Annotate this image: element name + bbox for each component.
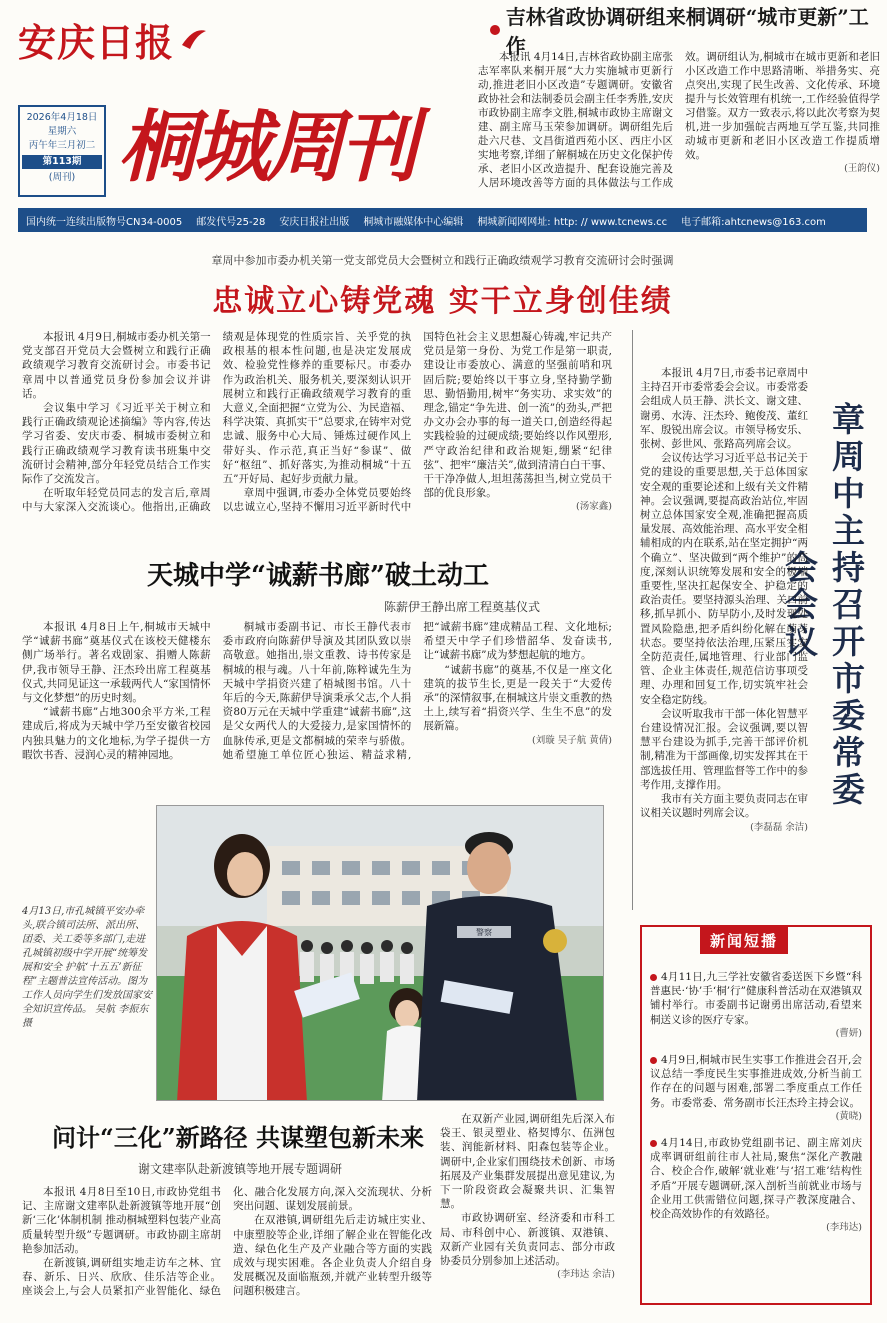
top-article-headline-row <box>490 5 880 58</box>
news-photo <box>156 805 604 1101</box>
side-paragraph: 我市有关方面主要负责同志在审议相关议题时列席会议。 <box>640 793 808 820</box>
middle-paragraph: “诚薪书廊”占地300余平方米,工程建成后,将成为天城中学乃至安徽省校园内独具魅力的文化地标,为学子提供一方暇饮书香、浸润心灵的精神园地。 <box>22 706 211 761</box>
top-article-byline: (王韵仪) <box>844 163 880 174</box>
brief-item <box>650 970 862 1041</box>
paper-name-text: 安庆日报 <box>18 19 175 65</box>
brief-text: 4月14日,市政协党组副书记、副主席刘庆成率调研组前往市人社局,聚焦“深化产教融合、校企合作,破解‘就业难’与‘招工难’结构性矛盾”开展专题调研,深入剖析当前就业市场与企业用工供需错位问题,探寻产教深度融合、校企高效协作的有效路径。 <box>650 1137 862 1221</box>
brief-item <box>650 1136 862 1235</box>
vest-text: SEASON <box>223 1049 261 1059</box>
logo-swoosh-icon <box>180 25 208 53</box>
bullet-icon <box>490 25 500 35</box>
bottom-byline: (李玮达 余洁) <box>557 1269 615 1281</box>
bottom-article-body-left <box>22 1185 432 1313</box>
middle-byline: (刘璇 吴子航 黄倩) <box>532 734 612 746</box>
info-postal: 邮发代号25-28 <box>196 216 266 228</box>
middle-article-body <box>22 620 612 798</box>
lead-paragraph: 会议集中学习《习近平关于树立和践行正确政绩观论述摘编》等内容,传达学习省委、安庆市委、桐城市委树立和践行正确政绩观学习教育读书班集中交流研讨会精神,部分年轻党员结合工作实际作了交流发言。 <box>22 402 211 486</box>
brief-text: 4月9日,桐城市民生实事工作推进会召开,会议总结一季度民生实事推进成效,分析当前工作存在的问题与困难,部署二季度重点工作任务。市委常委、常务副市长汪杰玲主持会议。 <box>650 1054 862 1109</box>
side-paragraph: 会议听取我市干部一体化智慧平台建设情况汇报。会议强调,要以智慧平台建设为抓手,完善干部评价机制,精准为干部画像,切实发挥其在干部选拔任用、管理监督等工作中的参考作用,支撑作用。 <box>640 707 808 791</box>
bullet-icon <box>650 1057 657 1064</box>
weekly-title: 桐城周刊 <box>118 102 415 193</box>
middle-paragraph: 桐城市委副书记、市长王静代表市委市政府向陈薪伊导演及其团队致以崇高敬意。她指出,崇文重教、诗书传家是桐城的根与魂。八十年前,陈粹诚先生为天城中学捐资兴建了梧城图书馆。八十年后的今天,陈薪伊导演秉承父志,个人捐资80万元在天城中学重建“诚薪书廊”,这是父女两代人的大爱接力,是家国情怀的血脉传承,更是文都桐城的荣幸与骄傲。她希望施工单位匠心独运、精益求精,把“诚薪书廊”建成精品工程、文化地标;希望天中学子们珍惜韶华、发奋读书,让“诚薪书廊”成为梦想起航的地方。 <box>222 621 612 761</box>
bottom-paragraph: 在双港镇,调研组先后走访城庄实业、中康塑胶等企业,详细了解企业在智能化改造、绿色化生产及产业融合等方面的实践成效与现实困难。各企业负责人介绍自身发展概况及面临瓶颈,并就产业转型升级等问题积极建言。 <box>233 1214 432 1298</box>
side-article-body <box>640 366 808 956</box>
date: 2026年4月18日 <box>26 112 98 123</box>
bottom-article-body-right <box>440 1112 615 1312</box>
bottom-paragraph: 市政协调研室、经济委和市科工局、市科创中心、新渡镇、双港镇、双新产业园有关负责同志、部分市政协委员分别参加上述活动。 <box>440 1212 615 1268</box>
brief-text: 4月11日,九三学社安徽省委送医下乡暨“科普惠民·‘协’手‘桐’行”健康科普活动在双港镇双铺村举行。市委副书记谢勇出席活动,看望来桐送义诊的医疗专家。 <box>650 971 862 1026</box>
info-publisher: 安庆日报社出版 <box>279 216 350 228</box>
police-badge-text: 警察 <box>476 928 492 937</box>
bullet-icon <box>650 1140 657 1147</box>
middle-headline: 天城中学“诚薪书廊”破土动工 <box>147 561 489 591</box>
brief-byline: (曹妍) <box>835 1027 862 1039</box>
info-email: 电子邮箱:ahtcnews@163.com <box>681 216 826 228</box>
paper-name <box>18 10 218 68</box>
issue-number: 第113期 <box>22 155 102 169</box>
info-website: 桐城新闻网网址: http: // www.tcnews.cc <box>477 216 668 228</box>
info-bar <box>18 208 867 232</box>
info-cn: 国内统一连续出版物号CN34-0005 <box>26 216 183 228</box>
lead-article-body <box>22 330 612 535</box>
brief-item <box>650 1053 862 1124</box>
brief-byline: (李玮达) <box>826 1222 862 1234</box>
bullet-icon <box>650 974 657 981</box>
column-divider <box>632 330 633 910</box>
date-box <box>18 105 106 197</box>
top-article-body <box>478 50 880 200</box>
side-paragraph: 会议传达学习习近平总书记关于党的建设的重要思想,关于总体国家安全观的重要论述和上级有关文件精神。会议强调,要提高政治站位,牢固树立总体国家安全观,准确把握高质量发展、高效能治理、高水平安全相辅相成的内在联系,站在坚定拥护“两个确立”、坚决做到“两个维护”的高度,深刻认识统筹发展和安全的极端重要性,坚决扛起保安全、护稳定的政治责任。要坚持源头治理、关口前移,抓早抓小、防早防小,及时发现处置风险隐患,把矛盾纠纷化解在萌芽状态。要坚持依法治理,压紧压实安全防范责任,属地管理、行业部门监管、企业主体责任,规范信访事项受理、办理和回复工作,切实筑牢社会安全稳定防线。 <box>640 452 808 706</box>
lead-headline: 忠诚立心铸党魂 实干立身创佳绩 <box>212 284 673 319</box>
lunar-date: 丙午年三月初二 <box>28 140 96 151</box>
lead-paragraph: 章周中强调,市委办全体党员要始终以忠诚立心,坚持不懈用习近平新时代中国特色社会主义思想凝心铸魂,牢记共产党员是第一身份、为党工作是第一职责,建设让市委放心、满意的坚强前哨和巩固后院;要始终以干事立身,坚持勤学勤思、勤悟勤用,树牢“务实功、求实效”的理念,锚定“争先进、创一流”的劲头,严把办文办会办事的每一道关口,创造经得起实践检验的过硬成绩;要始终以作风塑形,严守政治纪律和政治规矩,绷紧“纪律弦”、把牢“廉洁关”,做到清清白白干事、干干净净做人,坦坦荡荡担当,树立党员干部的优良形象。 <box>222 331 612 514</box>
news-briefs-box <box>640 925 872 1305</box>
photo-illustration <box>157 806 604 1101</box>
photo-caption: 4月13日,市孔城镇平安办牵头,联合镇司法所、派出所、团委、关工委等多部门,走进孔城镇初级中学开展“统筹发展和安全 护航‘十五五’新征程”主题普法宣传活动。图为工作人员向学生们发放国家安全知识宣传品。 吴航 李振东 摄 <box>22 906 152 1029</box>
side-article-vertical-title: 章周中主持召开市委常委会会议 <box>780 401 866 809</box>
news-briefs-title: 新闻短播 <box>700 927 788 954</box>
lead-paragraph: 在听取年轻党员同志的发言后,章周中与大家深入交流谈心。他指出,正确政绩观是体现党的性质宗旨、关乎党的执政根基的根本性问题,也是决定发展成效、检验党性修养的重要标尺。市委办作为政治机关、服务机关,要深刻认识开展树立和践行正确政绩观学习教育的重大意义,全面把握“立党为公、为民造福、科学决策、真抓实干”总要求,在铸牢对党忠诚、服务中心大局、锤炼过硬作风上带好头、作示范,真正当好“参谋”、做好“枢纽”、抓好落实,为推动桐城“十五五”开好局、起好步贡献力量。 <box>22 331 412 514</box>
bottom-subhead: 谢文建率队赴新渡镇等地开展专题调研 <box>137 1162 342 1176</box>
info-editor: 桐城市融媒体中心编辑 <box>363 216 464 228</box>
lead-paragraph: 本报讯 4月9日,桐城市委办机关第一党支部召开党员大会暨树立和践行正确政绩观学习教育交流研讨会。市委书记章周中以普通党员身份参加会议并讲话。 <box>22 331 211 400</box>
lead-byline: (汤家鑫) <box>576 501 612 513</box>
brief-byline: (黄晓) <box>835 1110 862 1122</box>
middle-subhead: 陈薪伊王静出席工程奠基仪式 <box>383 600 540 614</box>
bottom-paragraph: 在新渡镇,调研组实地走访车之林、宜春、新乐、日兴、欣欣、佳乐洁等企业。座谈会上,与会人员紧扣产业智能化、绿色化、融合化发展方向,深入交流现状、分析突出问题、谋划发展前景。 <box>22 1186 432 1298</box>
top-article-text: 本报讯 4月14日,吉林省政协副主席张志军率队来桐开展“大力实施城市更新行动,推进老旧小区改造”专题调研。安徽省政协社会和法制委员会副主任李秀胜,安庆市政协副主席李文胜,桐城市政协主席谢文建、副主席马玉荣参加调研。调研组先后赴六尺巷、文昌街道西苑小区、西庄小区实地考察,详细了解桐城在历史文化保护传承、老旧小区改造提升、配套设施完善及人居环境改善等方面的具体做法与工作成效。调研组认为,桐城市在城市更新和老旧小区改造工作中思路清晰、举措务实、亮点突出,实现了民生改善、文化传承、环境提升与长效管理有机统一,工作经验值得学习借鉴。双方一致表示,将以此次考察为契机,进一步加强皖吉两地互学互鉴,共同推动城市更新和老旧小区改造工作提质增效。 <box>478 51 880 189</box>
middle-paragraph: 本报讯 4月8日上午,桐城市天城中学“诚薪书廊”奠基仪式在该校天健楼东侧广场举行。著名戏剧家、捐赠人陈薪伊,我市领导王静、汪杰玲出席工程奠基仪式,共同见证这一承载两代人“家国情怀与文化梦想”的历史时刻。 <box>22 621 211 705</box>
middle-paragraph: “诚薪书廊”的奠基,不仅是一座文化建筑的拔节生长,更是一段关于“大爱传承”的深情叙事,在桐城这片崇文重教的热土上,续写着“捐资兴学、生生不息”的发展新篇。 <box>423 663 612 733</box>
top-article-headline: 吉林省政协调研组来桐调研“城市更新”工作 <box>505 5 869 58</box>
side-byline: (李磊磊 余洁) <box>750 821 808 833</box>
bottom-paragraph: 本报讯 4月8日至10日,市政协党组书记、主席谢文建率队赴新渡镇等地开展“创新‘三化’体制机制 推动桐城塑料包装产业高质量转型升级”专题调研。市政协副主席胡艳参加活动。 <box>22 1186 222 1255</box>
side-paragraph: 本报讯 4月7日,市委书记章周中主持召开市委常委会会议。市委常委会组成人员王静、洪长文、谢文建、谢勇、水涛、汪杰玲、鲍俊茂、董红军、殷锐出席会议。市领导杨安乐、张树、彭世风、张路高列席会议。 <box>640 367 808 451</box>
bottom-paragraph: 在双新产业园,调研组先后深入布袋王、银灵塑业、格契博尔、伍洲包装、润能新材料、阳森包装等企业。调研中,企业家们围绕技术创新、市场拓展及产业集群发展提出意见建议,为下一阶段资政会凝聚共识、汇集智慧。 <box>440 1113 615 1211</box>
lead-subhead: 章周中参加市委办机关第一党支部党员大会暨树立和践行正确政绩观学习教育交流研讨会时强调 <box>211 254 674 267</box>
weekday: 星期六 <box>47 126 77 137</box>
edition: (周刊) <box>48 172 76 183</box>
bottom-headline: 问计“三化”新路径 共谋塑包新未来 <box>52 1123 424 1152</box>
